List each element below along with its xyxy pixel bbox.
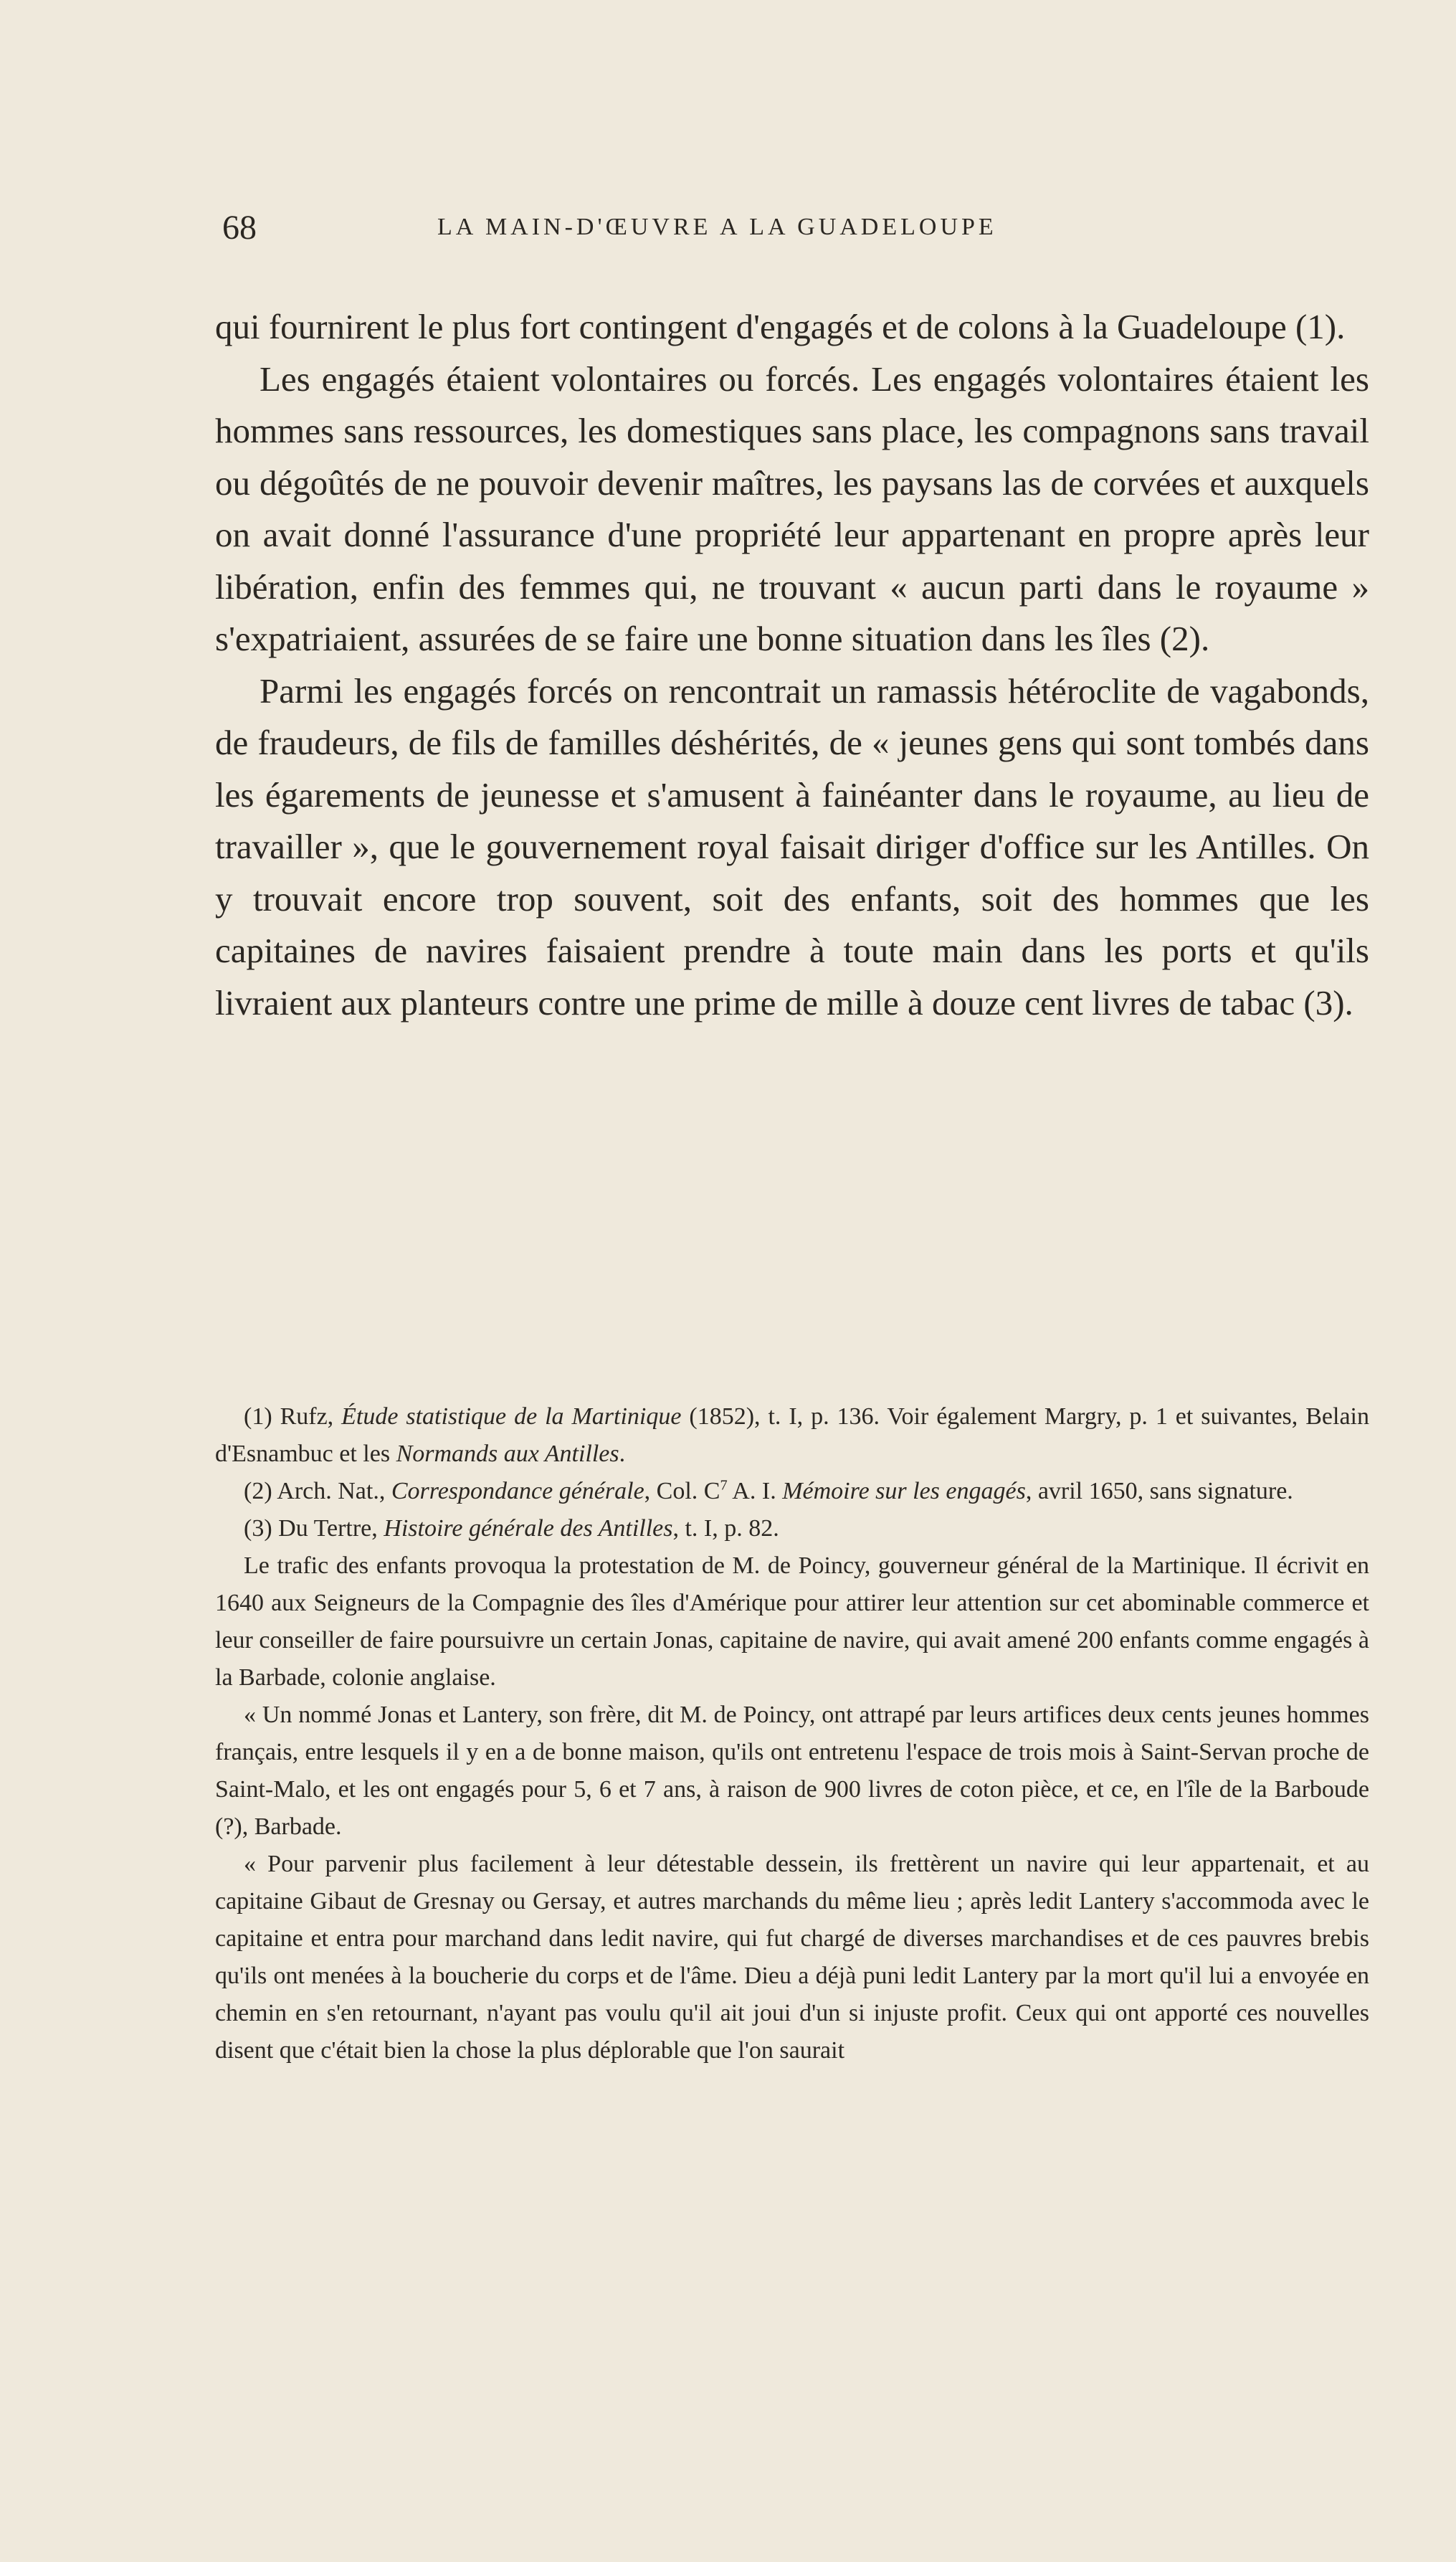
footnote-3-paragraph-2: « Un nommé Jonas et Lantery, son frère, dit M. de Poincy, ont attrapé par leurs artifices deux cents jeunes hommes français, entre lesquels il y en a de bonne maison, qu'ils ont entretenu l'espace de trois mois à Saint-Servan proche de Saint-Malo, et les ont engagés pour 5, 6 et 7 ans, à raison de 900 livres de coton pièce, et ce, en l'île de la Barboude (?), Barbade. bbox=[215, 1702, 1369, 1840]
paragraph-1: qui fournirent le plus fort contingent d'engagés et de colons à la Guadeloupe (1). bbox=[215, 307, 1346, 346]
main-text bbox=[215, 301, 1369, 1029]
footnote-3-paragraph-1: Le trafic des enfants provoqua la protestation de M. de Poincy, gouverneur général de la Martinique. Il écrivit en 1640 aux Seigneurs de la Compagnie des îles d'Amérique pour attirer leur attention sur cet abominable commerce et leur conseiller de faire poursuivre un certain Jonas, capitaine de navire, qui avait amené 200 enfants comme engagés à la Barbade, colonie anglaise. bbox=[215, 1552, 1369, 1691]
page-header bbox=[222, 208, 1369, 251]
footnote-3: (3) Du Tertre, Histoire générale des Antilles, t. I, p. 82. bbox=[244, 1515, 779, 1542]
footnotes bbox=[215, 1398, 1369, 2069]
paragraph-2: Les engagés étaient volontaires ou forcés. Les engagés volontaires étaient les hommes sans ressources, les domestiques sans place, les compagnons sans travail ou dégoûtés de ne pouvoir devenir maîtres, les paysans las de corvées et auxquels on avait donné l'assurance d'une propriété leur appartenant en propre après leur libération, enfin des femmes qui, ne trouvant « aucun parti dans le royaume » s'expatriaient, assurées de se faire une bonne situation dans les îles (2). bbox=[215, 359, 1369, 658]
page-number: 68 bbox=[222, 209, 257, 247]
footnote-3-paragraph-3: « Pour parvenir plus facilement à leur détestable dessein, ils frettèrent un navire qui leur appartenait, et au capitaine Gibaut de Gresnay ou Gersay, et autres marchands du même lieu ; après ledit Lantery s'accommoda avec le capitaine et entra pour marchand dans ledit navire, qui fut chargé de diverses marchandises et de ces pauvres brebis qu'ils ont menées à la boucherie du corps et de l'âme. Dieu a déjà puni ledit Lantery par la mort qu'il lui a envoyée en chemin en s'en retournant, n'ayant pas voulu qu'il ait joui d'un si injuste profit. Ceux qui ont apporté ces nouvelles disent que c'était bien la chose la plus déplorable que l'on saurait bbox=[215, 1851, 1369, 2064]
running-title: LA MAIN-D'ŒUVRE A LA GUADELOUPE bbox=[437, 214, 997, 240]
footnote-2: (2) Arch. Nat., Correspondance générale, Col. $C^7$ A. I. Mémoire sur les engagés, avril 1650, sans signature. bbox=[244, 1477, 1293, 1504]
paragraph-3: Parmi les engagés forcés on rencontrait un ramassis hétéroclite de vagabonds, de fraudeurs, de fils de familles déshérités, de « jeunes gens qui sont tombés dans les égarements de jeunesse et s'amusent à fainéanter dans le royaume, au lieu de travailler », que le gouvernement royal faisait diriger d'office sur les Antilles. On y trouvait encore trop souvent, soit des enfants, soit des hommes que les capitaines de navires faisaient prendre à toute main dans les ports et qu'ils livraient aux planteurs contre une prime de mille à douze cent livres de tabac (3). bbox=[215, 670, 1369, 1023]
footnote-1: (1) Rufz, Étude statistique de la Martinique (1852), t. I, p. 136. Voir également Margry, p. 1 et suivantes, Belain d'Esnambuc et les Normands aux Antilles. bbox=[215, 1403, 1369, 1467]
